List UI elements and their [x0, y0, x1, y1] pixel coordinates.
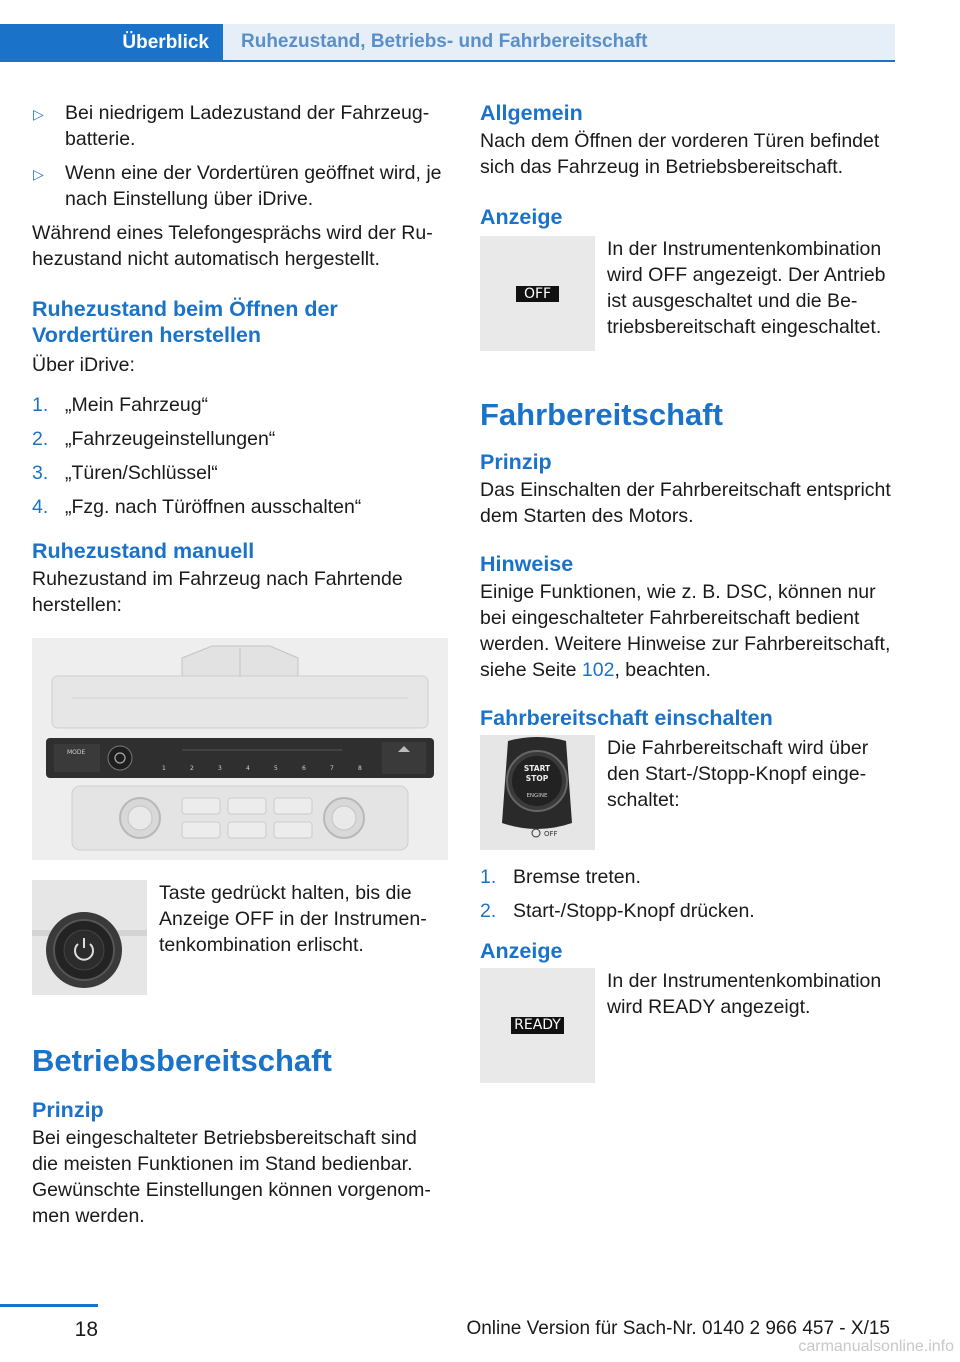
header-rule	[223, 60, 895, 62]
console-mode-label: MODE	[67, 749, 86, 756]
engine-label: ENGINE	[526, 793, 548, 799]
list-item: ▷ Bei niedrigem Ladezustand der Fahrzeugbatterie.	[33, 102, 430, 150]
taste-text: Taste gedrückt halten, bis die Anzeige OFF in der Instrumentenkombination erlischt.	[159, 882, 427, 956]
footer-rule	[0, 1304, 98, 1307]
center-console-illustration	[32, 638, 448, 860]
einschalten-text: Die Fahrbereitschaft wird über den Start-/Stopp-Knopf eingeschaltet:	[607, 737, 869, 811]
preset-label-4: 4	[246, 765, 250, 772]
start-stop-block	[480, 735, 896, 850]
list-item: 1. Bremse treten.	[480, 866, 641, 888]
watermark: carmanualsonline.info	[798, 1338, 954, 1355]
preset-label-8: 8	[358, 765, 362, 772]
heading-fahrbereitschaft: Fahrbereitschaft	[480, 397, 723, 432]
idrive-steps	[32, 392, 448, 520]
stop-label: STOP	[525, 774, 549, 783]
preset-label-7: 7	[330, 765, 334, 772]
right-column	[480, 100, 896, 1083]
betrieb-text: Bei eingeschalteter Betriebsbereitschaft sind die meisten Funktionen im Stand bedienbar. Gewünschte Einstellungen können vorgenommen werden.	[32, 1127, 431, 1227]
anzeige-ready-text: In der Instrumentenkombination wird READY angezeigt.	[607, 970, 882, 1018]
preset-label-5: 5	[274, 765, 278, 772]
section-breadcrumb[interactable]: Ruhezustand, Betriebs- und Fahrbereitschaft	[223, 24, 895, 60]
triangle-bullet-icon: ▷	[33, 166, 44, 182]
heading-einschalten: Fahrbereitschaft einschalten	[480, 706, 773, 730]
page-number: 18	[74, 1318, 98, 1341]
list-item: 2. Start-/Stopp-Knopf drücken.	[480, 900, 755, 922]
preset-label-6: 6	[302, 765, 306, 772]
allgemein-text: Nach dem Öffnen der vorderen Türen befindet sich das Fahrzeug in Betriebsbereitschaft.	[480, 130, 880, 178]
off-indicator: OFF	[516, 286, 559, 302]
online-version-note: Online Version für Sach-Nr. 0140 2 966 457 - X/15	[466, 1318, 890, 1339]
heading-anzeige-ready: Anzeige	[480, 939, 563, 963]
ready-display-block	[480, 968, 896, 1083]
page-header	[0, 24, 895, 62]
start-stop-off-label: OFF	[544, 830, 558, 838]
left-column	[32, 100, 448, 1229]
start-steps	[480, 864, 896, 924]
start-stop-figure	[480, 735, 595, 850]
prinzip-text: Das Einschalten der Fahrbereitschaft entspricht dem Starten des Motors.	[480, 479, 891, 527]
page-link-102[interactable]: 102	[581, 659, 615, 681]
heading-ruhezustand-oeffnen: Ruhezustand beim Öffnen der Vordertüren herstellen	[32, 297, 338, 347]
off-display-figure	[480, 236, 595, 351]
list-item: 3. „Türen/Schlüssel“	[32, 462, 218, 484]
list-item: ▷ Wenn eine der Vordertüren geöffnet wird, je nach Einstellung über iDrive.	[33, 162, 442, 210]
list-item: 1. „Mein Fahrzeug“	[32, 394, 209, 416]
power-button-icon	[32, 880, 147, 995]
heading-prinzip-fahr: Prinzip	[480, 450, 552, 474]
heading-anzeige-off: Anzeige	[480, 205, 563, 229]
idrive-intro: Über iDrive:	[32, 354, 135, 376]
triangle-bullet-icon: ▷	[33, 106, 44, 122]
list-item: 4. „Fzg. nach Türöffnen ausschalten“	[32, 496, 362, 518]
heading-hinweise: Hinweise	[480, 552, 574, 576]
heading-allgemein: Allgemein	[480, 101, 583, 125]
preset-label-3: 3	[218, 765, 222, 772]
preset-label-2: 2	[190, 765, 194, 772]
phone-call-note: Während eines Telefongesprächs wird der Ruhezustand nicht automatisch hergestellt.	[32, 222, 433, 270]
ready-display-figure	[480, 968, 595, 1083]
off-display-block	[480, 236, 896, 351]
heading-betriebsbereitschaft: Betriebsbereitschaft	[32, 1043, 332, 1078]
list-item: 2. „Fahrzeugeinstellungen“	[32, 428, 276, 450]
hinweise-text: Einige Funktionen, wie z. B. DSC, können nur bei eingeschalteter Fahrbereitschaft bedient werden. Weitere Hinweise zur Fahrbereitschaft, siehe Seite 102, beachten.	[480, 581, 891, 681]
anzeige-off-text: In der Instrumentenkombination wird OFF angezeigt. Der Antrieb ist ausgeschaltet und die Betriebsbereitschaft eingeschaltet.	[607, 238, 886, 338]
power-button-block	[32, 880, 448, 995]
center-console-figure	[32, 638, 448, 860]
tab-ueberblick[interactable]: Überblick	[0, 24, 223, 62]
start-label: START	[523, 764, 551, 773]
heading-prinzip-betrieb: Prinzip	[32, 1098, 104, 1122]
manuell-text: Ruhezustand im Fahrzeug nach Fahrtende herstellen:	[32, 568, 403, 616]
power-button-figure	[32, 880, 147, 995]
condition-list	[32, 100, 448, 212]
start-stop-button-icon	[480, 735, 595, 850]
heading-ruhezustand-manuell: Ruhezustand manuell	[32, 539, 255, 563]
preset-label-1: 1	[162, 765, 166, 772]
ready-indicator: READY	[511, 1017, 564, 1034]
